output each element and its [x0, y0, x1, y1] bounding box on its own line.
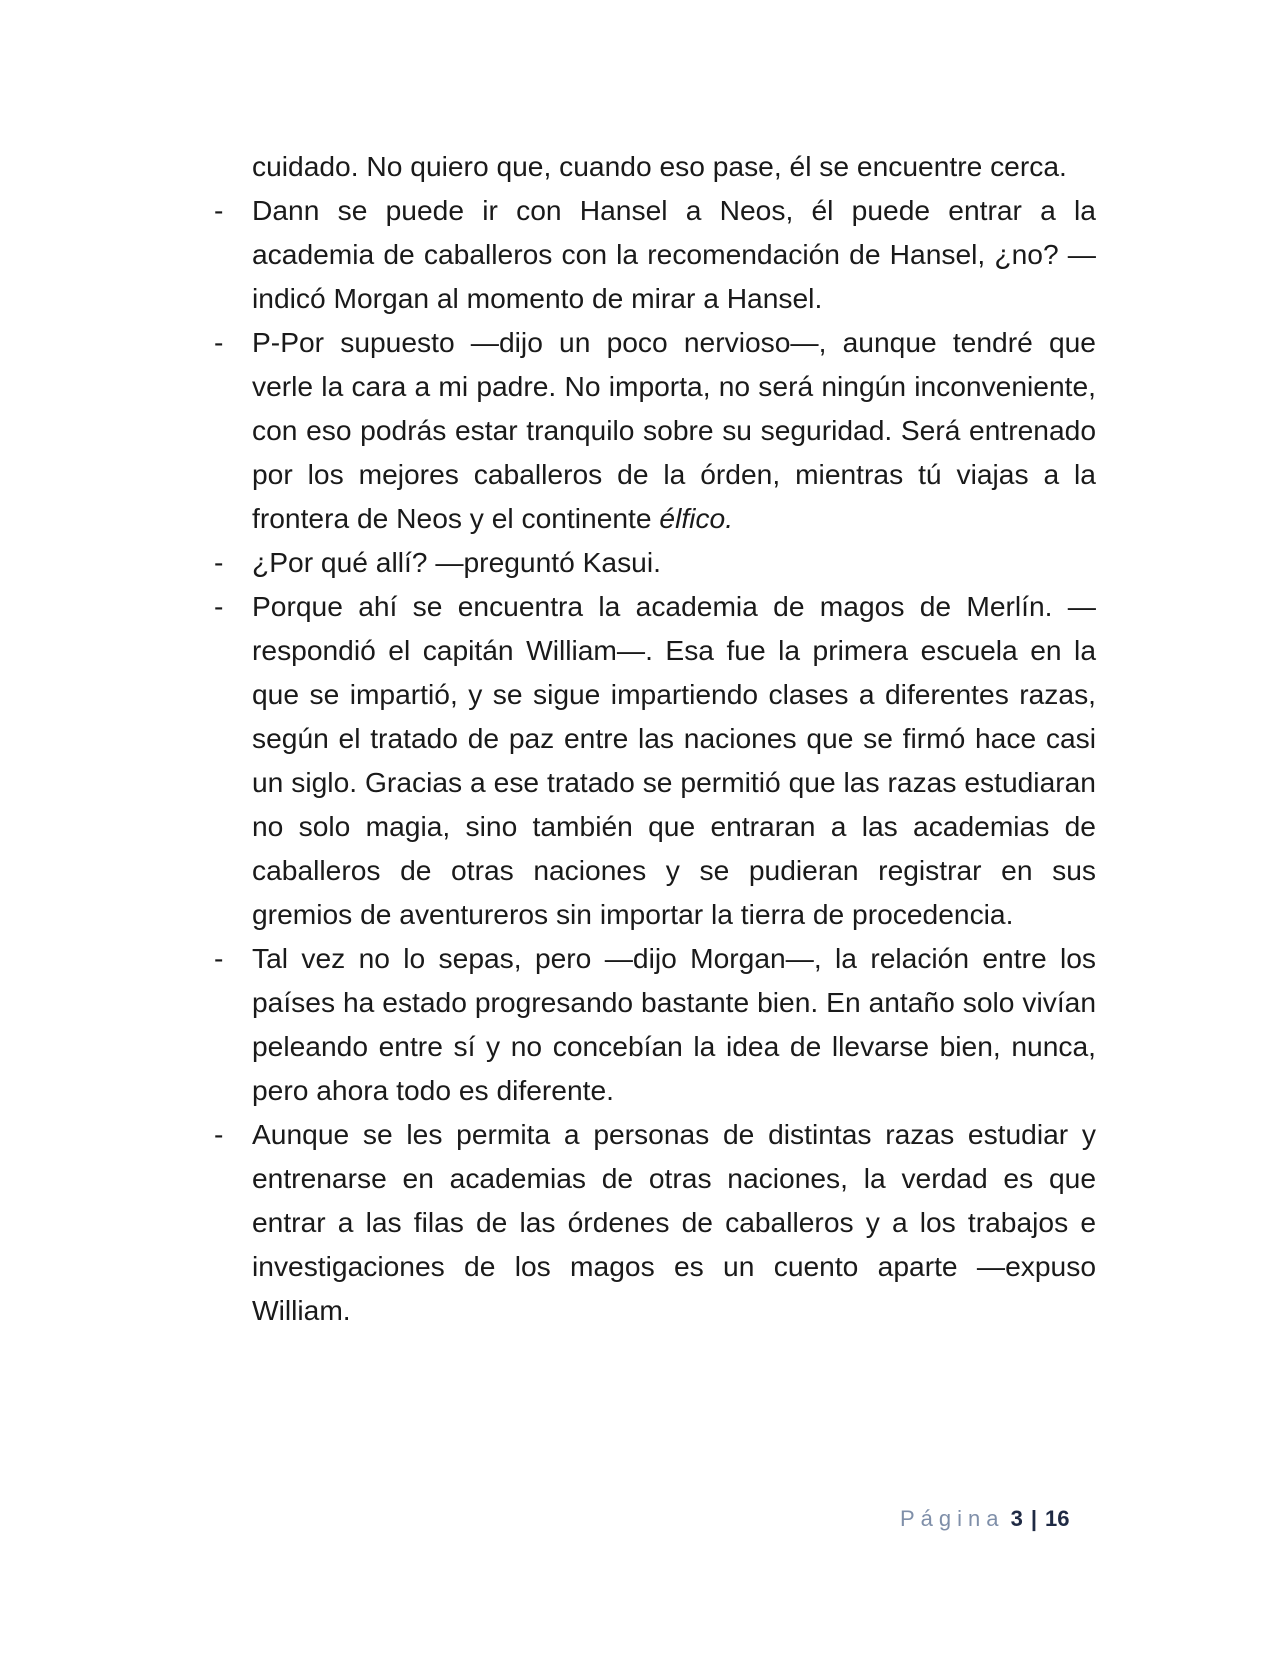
dialogue-paragraph-1: [214, 188, 1096, 320]
dash-marker: -: [214, 1118, 224, 1150]
paragraph-text: P-Por supuesto —dijo un poco nervioso—, aunque tendré que verle la cara a mi padre. No importa, no será ningún inconveniente, con eso podrás estar tranquilo sobre su seguridad. Será entrenado por los mejores caballeros de la órden, mientras tú viajas a la frontera de Neos y el continente: [252, 326, 1096, 534]
paragraph-text: Tal vez no lo sepas, pero —dijo Morgan—, la relación entre los países ha estado progresando bastante bien. En antaño solo vivían peleando entre sí y no concebían la idea de llevarse bien, nunca, pero ahora todo es diferente.: [252, 942, 1096, 1106]
paragraph-text: Dann se puede ir con Hansel a Neos, él puede entrar a la academia de caballeros con la recomendación de Hansel, ¿no? —indicó Morgan al momento de mirar a Hansel.: [252, 194, 1096, 314]
page-footer: [900, 1506, 1070, 1532]
paragraph-text: ¿Por qué allí? —preguntó Kasui.: [252, 546, 661, 578]
italic-word: élfico.: [659, 502, 734, 534]
dash-marker: -: [214, 546, 224, 578]
total-pages-number: 16: [1045, 1506, 1070, 1531]
paragraph-text: Aunque se les permita a personas de distintas razas estudiar y entrenarse en academias de otras naciones, la verdad es que entrar a las filas de las órdenes de caballeros y a los trabajos e investigaciones de los magos es un cuento aparte —expuso William.: [252, 1118, 1096, 1326]
dialogue-paragraph-2: [214, 320, 1096, 540]
dash-marker: -: [214, 326, 224, 358]
current-page-number: 3: [1010, 1506, 1023, 1531]
page-separator: |: [1030, 1506, 1038, 1531]
page-label: Página: [900, 1506, 1005, 1531]
body-text: [214, 144, 1096, 1332]
continuation-paragraph: cuidado. No quiero que, cuando eso pase, él se encuentre cerca.: [252, 150, 1067, 182]
dash-marker: -: [214, 942, 224, 974]
dialogue-paragraph-6: [214, 1112, 1096, 1332]
dash-marker: -: [214, 590, 224, 622]
dash-marker: -: [214, 194, 224, 226]
dialogue-paragraph-3: [214, 540, 1096, 584]
dialogue-paragraph-5: [214, 936, 1096, 1112]
paragraph-text: Porque ahí se encuentra la academia de magos de Merlín. —respondió el capitán William—. Esa fue la primera escuela en la que se impartió, y se sigue impartiendo clases a diferentes razas, según el tratado de paz entre las naciones que se firmó hace casi un siglo. Gracias a ese tratado se permitió que las razas estudiaran no solo magia, sino también que entraran a las academias de caballeros de otras naciones y se pudieran registrar en sus gremios de aventureros sin importar la tierra de procedencia.: [252, 590, 1096, 930]
dialogue-paragraph-4: [214, 584, 1096, 936]
